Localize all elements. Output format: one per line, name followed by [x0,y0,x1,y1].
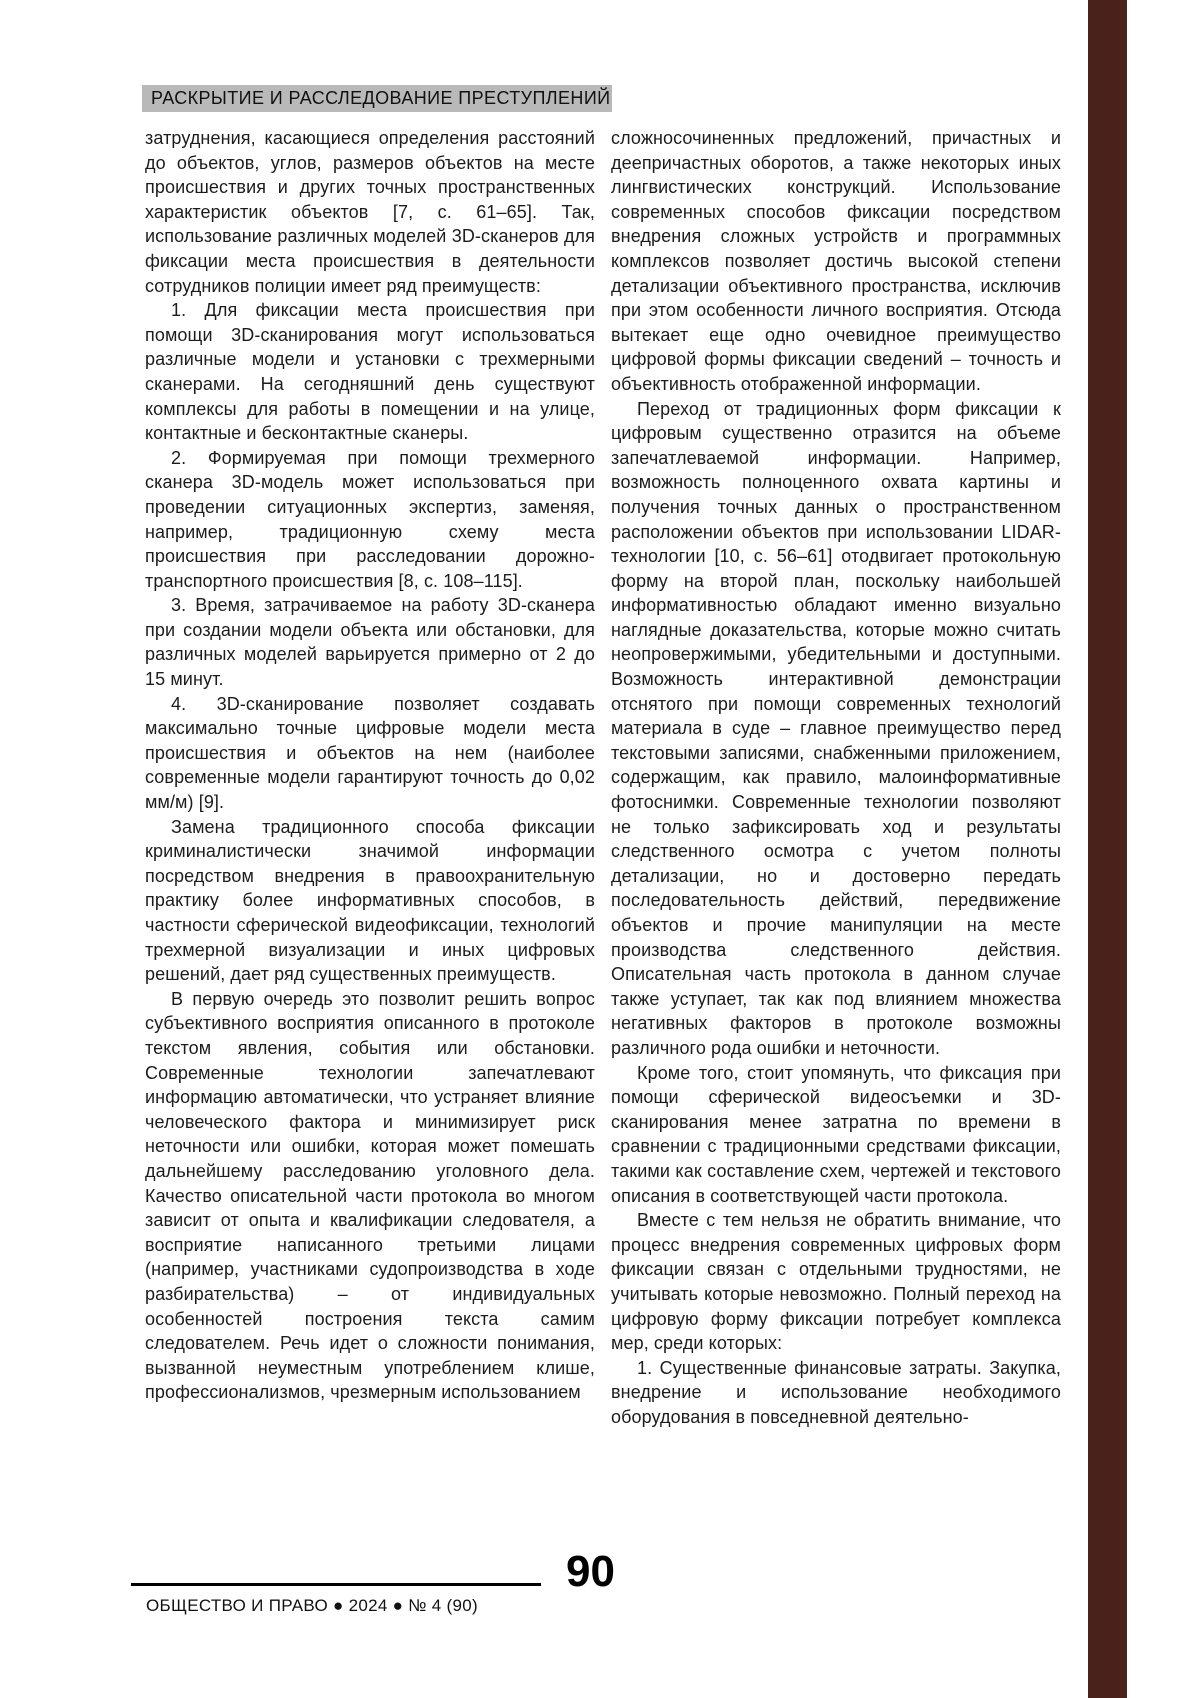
journal-footer: ОБЩЕСТВО И ПРАВО ● 2024 ● № 4 (90) [146,1596,478,1615]
article-body [145,126,1061,1429]
paragraph: Переход от традиционных форм фиксации к цифровым существенно отразится на объеме запечатлеваемой информации. Например, возможность полноценного охвата картины и получения точных данных о пространственном расположении объектов при использовании LIDAR-технологии [10, с. 56–61] отодвигает протокольную форму на второй план, поскольку наибольшей информативностью обладают именно визуально наглядные доказательства, которые можно считать неопровержимыми, убедительными и доступными. Возможность интерактивной демонстрации отснятого при помощи современных технологий материала в суде – главное преимущество перед текстовыми записями, снабженными приложением, содержащим, как правило, малоинформативные фотоснимки. Современные технологии позволяют не только зафиксировать ход и результаты следственного осмотра с учетом полноты детализации, но и достоверно передать последовательность действий, передвижение объектов и прочие манипуляции на месте производства следственного действия. Описательная часть протокола в данном случае также уступает, так как под влиянием множества негативных факторов в протоколе возможны различного рода ошибки и неточности. [611,398,1061,1058]
paragraph: В первую очередь это позволит решить вопрос субъективного восприятия описанного в протоколе текстом явления, события или обстановки. Современные технологии запечатлевают информацию автоматически, что устраняет влияние человеческого фактора и минимизирует риск неточности или ошибки, которая может помешать дальнейшему расследованию уголовного дела. Качество описательной части протокола во многом зависит от опыта и квалификации следователя, а восприятие написанного третьими лицами (например, участниками судопроизводства в ходе разбирательства) – от индивидуальных особенностей построения текста самим следователем. Речь идет о сложности понимания, вызванной неуместным употреблением клише, профессионализмов, чрезмерным использованием [145,988,595,1403]
paragraph: 1. Для фиксации места происшествия при помощи 3D-сканирования могут использоваться различные модели и установки с трехмерными сканерами. На сегодняшний день существуют комплексы для работы в помещении и на улице, контактные и бесконтактные сканеры. [145,300,595,444]
paragraph: 2. Формируемая при помощи трехмерного сканера 3D-модель может использоваться при проведении ситуационных экспертиз, заменяя, например, традиционную схему места происшествия при расследовании дорожно-транспортного происшествия [8, с. 108–115]. [145,447,595,591]
right-column [611,126,1061,1429]
paragraph: Кроме того, стоит упомянуть, что фиксация при помощи сферической видеосъемки и 3D-сканирования менее затратна по времени в сравнении с традиционными средствами фиксации, такими как составление схем, чертежей и текстового описания в соответствующей части протокола. [611,1062,1061,1206]
left-column [145,126,595,1429]
paragraph: сложносочиненных предложений, причастных и деепричастных оборотов, а также некоторых иных лингвистических конструкций. Использование современных способов фиксации посредством внедрения сложных устройств и программных комплексов позволяет достичь высокой степени детализации объективного пространства, исключив при этом особенности личного восприятия. Отсюда вытекает еще одно очевидное преимущество цифровой формы фиксации сведений – точность и объективность отображенной информации. [611,128,1061,394]
section-header-band [142,85,612,112]
page-number: 90 [566,1547,615,1596]
section-header-title: РАСКРЫТИЕ И РАССЛЕДОВАНИЕ ПРЕСТУПЛЕНИЙ [151,88,611,108]
paragraph: 4. 3D-сканирование позволяет создавать максимально точные цифровые модели места происшествия и объектов на нем (наиболее современные модели гарантируют точность до 0,02 мм/м) [9]. [145,693,595,813]
section-color-bar [1088,0,1127,1698]
paragraph: Замена традиционного способа фиксации криминалистически значимой информации посредством внедрения в правоохранительную практику более информативных способов, в частности сферической видеофиксации, технологий трехмерной визуализации и иных цифровых решений, дает ряд существенных преимуществ. [145,816,595,985]
paragraph: затруднения, касающиеся определения расстояний до объектов, углов, размеров объектов на месте происшествия и других точных пространственных характеристик объектов [7, с. 61–65]. Так, использование различных моделей 3D-сканеров для фиксации места происшествия в деятельности сотрудников полиции имеет ряд преимуществ: [145,128,595,296]
paragraph: Вместе с тем нельзя не обратить внимание, что процесс внедрения современных цифровых форм фиксации связан с отдельными трудностями, не учитывать которые невозможно. Полный переход на цифровую форму фиксации потребует комплекса мер, среди которых: [611,1210,1061,1354]
paragraph: 1. Существенные финансовые затраты. Закупка, внедрение и использование необходимого оборудования в повседневной деятельно- [611,1357,1061,1427]
footer-rule [131,1583,541,1586]
paragraph: 3. Время, затрачиваемое на работу 3D-сканера при создании модели объекта или обстановки, для различных моделей варьируется примерно от 2 до 15 минут. [145,595,595,690]
